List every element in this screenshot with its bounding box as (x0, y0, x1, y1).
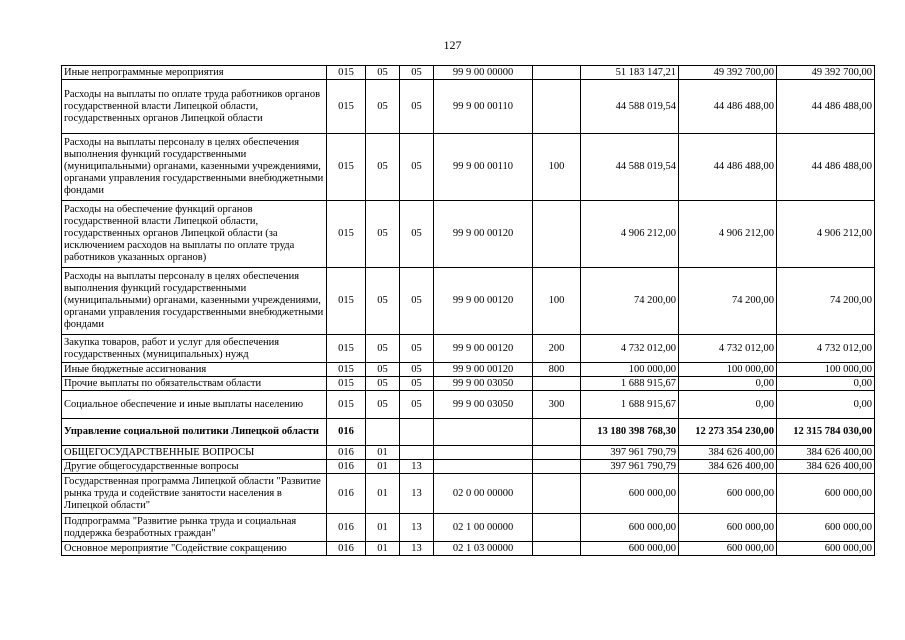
row-ved-code: 016 (327, 474, 366, 514)
row-subsection-code: 05 (400, 134, 434, 201)
row-section-code: 05 (366, 391, 400, 419)
row-sum-year-3: 384 626 400,00 (777, 460, 875, 474)
table-row (62, 66, 875, 80)
row-sum-year-1: 51 183 147,21 (581, 66, 679, 80)
row-ved-code: 015 (327, 268, 366, 335)
row-expense-type-code: 300 (533, 391, 581, 419)
row-sum-year-2: 600 000,00 (679, 542, 777, 556)
row-sum-year-2: 600 000,00 (679, 514, 777, 542)
row-ved-code: 015 (327, 335, 366, 363)
row-name: Другие общегосударственные вопросы (62, 460, 327, 474)
table-row (62, 363, 875, 377)
row-target-article-code: 99 9 00 00110 (434, 134, 533, 201)
row-target-article-code: 99 9 00 00120 (434, 363, 533, 377)
row-sum-year-3: 44 486 488,00 (777, 134, 875, 201)
row-sum-year-3: 4 732 012,00 (777, 335, 875, 363)
row-name: Прочие выплаты по обязательствам области (62, 377, 327, 391)
table-row (62, 201, 875, 268)
row-section-code: 05 (366, 335, 400, 363)
row-ved-code: 016 (327, 446, 366, 460)
row-sum-year-3: 74 200,00 (777, 268, 875, 335)
row-sum-year-2: 44 486 488,00 (679, 134, 777, 201)
row-target-article-code: 99 9 00 00120 (434, 335, 533, 363)
row-sum-year-1: 600 000,00 (581, 542, 679, 556)
row-sum-year-1: 600 000,00 (581, 474, 679, 514)
row-subsection-code: 13 (400, 460, 434, 474)
row-sum-year-2: 49 392 700,00 (679, 66, 777, 80)
row-sum-year-1: 13 180 398 768,30 (581, 419, 679, 446)
row-sum-year-3: 600 000,00 (777, 514, 875, 542)
row-expense-type-code (533, 66, 581, 80)
row-sum-year-3: 12 315 784 030,00 (777, 419, 875, 446)
row-name: Социальное обеспечение и иные выплаты населению (62, 391, 327, 419)
row-target-article-code: 99 9 00 00110 (434, 80, 533, 134)
table-row (62, 268, 875, 335)
row-name: Иные непрограммные мероприятия (62, 66, 327, 80)
row-name: Основное мероприятие "Содействие сокращению (62, 542, 327, 556)
row-target-article-code: 02 1 00 00000 (434, 514, 533, 542)
row-ved-code: 015 (327, 377, 366, 391)
row-name: Расходы на выплаты персоналу в целях обеспечения выполнения функций государственными (муниципальными) органами, казенными учреждениями, органами управления государственными внебюджетными фондами (62, 268, 327, 335)
table-row (62, 134, 875, 201)
row-sum-year-3: 100 000,00 (777, 363, 875, 377)
budget-table (61, 65, 875, 556)
row-ved-code: 015 (327, 201, 366, 268)
row-name: Расходы на выплаты персоналу в целях обеспечения выполнения функций государственными (муниципальными) органами, казенными учреждениями, органами управления государственными внебюджетными фондами (62, 134, 327, 201)
row-ved-code: 015 (327, 80, 366, 134)
row-section-code: 05 (366, 201, 400, 268)
row-sum-year-1: 44 588 019,54 (581, 80, 679, 134)
row-ved-code: 015 (327, 391, 366, 419)
table-row (62, 460, 875, 474)
row-sum-year-3: 49 392 700,00 (777, 66, 875, 80)
row-section-code (366, 419, 400, 446)
row-name: Государственная программа Липецкой области "Развитие рынка труда и содействие занятости населения в Липецкой области" (62, 474, 327, 514)
row-sum-year-1: 1 688 915,67 (581, 391, 679, 419)
row-sum-year-1: 397 961 790,79 (581, 460, 679, 474)
row-expense-type-code (533, 460, 581, 474)
row-section-code: 05 (366, 377, 400, 391)
row-section-code: 01 (366, 474, 400, 514)
row-sum-year-2: 100 000,00 (679, 363, 777, 377)
row-section-code: 05 (366, 363, 400, 377)
row-expense-type-code: 100 (533, 268, 581, 335)
row-subsection-code: 13 (400, 542, 434, 556)
row-sum-year-3: 0,00 (777, 391, 875, 419)
row-ved-code: 016 (327, 542, 366, 556)
row-expense-type-code: 200 (533, 335, 581, 363)
row-sum-year-2: 4 906 212,00 (679, 201, 777, 268)
row-expense-type-code: 100 (533, 134, 581, 201)
row-subsection-code: 05 (400, 66, 434, 80)
row-section-code: 01 (366, 460, 400, 474)
table-row (62, 377, 875, 391)
row-sum-year-1: 4 732 012,00 (581, 335, 679, 363)
row-sum-year-3: 600 000,00 (777, 474, 875, 514)
row-section-code: 05 (366, 66, 400, 80)
row-subsection-code: 05 (400, 363, 434, 377)
row-expense-type-code (533, 542, 581, 556)
row-sum-year-2: 12 273 354 230,00 (679, 419, 777, 446)
row-section-code: 05 (366, 80, 400, 134)
row-ved-code: 016 (327, 460, 366, 474)
row-name: ОБЩЕГОСУДАРСТВЕННЫЕ ВОПРОСЫ (62, 446, 327, 460)
row-section-code: 01 (366, 514, 400, 542)
table-row (62, 335, 875, 363)
row-sum-year-1: 600 000,00 (581, 514, 679, 542)
row-ved-code: 015 (327, 363, 366, 377)
row-name: Расходы на выплаты по оплате труда работников органов государственной власти Липецкой области, государственных органов Липецкой области (62, 80, 327, 134)
row-section-code: 01 (366, 446, 400, 460)
row-sum-year-2: 44 486 488,00 (679, 80, 777, 134)
row-target-article-code: 99 9 00 00120 (434, 201, 533, 268)
row-sum-year-1: 397 961 790,79 (581, 446, 679, 460)
row-expense-type-code: 800 (533, 363, 581, 377)
row-expense-type-code (533, 419, 581, 446)
row-name: Иные бюджетные ассигнования (62, 363, 327, 377)
row-expense-type-code (533, 446, 581, 460)
row-expense-type-code (533, 377, 581, 391)
row-ved-code: 016 (327, 514, 366, 542)
row-sum-year-3: 0,00 (777, 377, 875, 391)
row-subsection-code: 05 (400, 335, 434, 363)
table-row (62, 514, 875, 542)
row-target-article-code: 99 9 00 03050 (434, 391, 533, 419)
row-target-article-code: 02 1 03 00000 (434, 542, 533, 556)
row-subsection-code (400, 446, 434, 460)
row-subsection-code: 05 (400, 80, 434, 134)
row-target-article-code: 02 0 00 00000 (434, 474, 533, 514)
table-row (62, 542, 875, 556)
row-sum-year-3: 4 906 212,00 (777, 201, 875, 268)
row-sum-year-3: 384 626 400,00 (777, 446, 875, 460)
row-sum-year-1: 100 000,00 (581, 363, 679, 377)
row-sum-year-3: 600 000,00 (777, 542, 875, 556)
table-row (62, 391, 875, 419)
row-sum-year-1: 44 588 019,54 (581, 134, 679, 201)
row-subsection-code: 05 (400, 377, 434, 391)
row-sum-year-3: 44 486 488,00 (777, 80, 875, 134)
row-section-code: 05 (366, 134, 400, 201)
row-target-article-code: 99 9 00 03050 (434, 377, 533, 391)
page-number: 127 (443, 38, 462, 52)
row-section-code: 01 (366, 542, 400, 556)
row-target-article-code (434, 419, 533, 446)
row-expense-type-code (533, 514, 581, 542)
table-row (62, 446, 875, 460)
row-sum-year-2: 0,00 (679, 391, 777, 419)
row-sum-year-2: 384 626 400,00 (679, 446, 777, 460)
row-ved-code: 015 (327, 134, 366, 201)
row-ved-code: 016 (327, 419, 366, 446)
row-subsection-code (400, 419, 434, 446)
row-sum-year-2: 4 732 012,00 (679, 335, 777, 363)
row-sum-year-2: 0,00 (679, 377, 777, 391)
row-name: Расходы на обеспечение функций органов государственной власти Липецкой области, государственных органов Липецкой области (за исключением расходов на выплаты по оплате труда работников указанных органов) (62, 201, 327, 268)
row-name: Управление социальной политики Липецкой области (62, 419, 327, 446)
row-subsection-code: 13 (400, 514, 434, 542)
row-subsection-code: 05 (400, 391, 434, 419)
row-expense-type-code (533, 201, 581, 268)
row-subsection-code: 05 (400, 201, 434, 268)
row-name: Закупка товаров, работ и услуг для обеспечения государственных (муниципальных) нужд (62, 335, 327, 363)
row-expense-type-code (533, 474, 581, 514)
row-target-article-code (434, 446, 533, 460)
row-sum-year-1: 1 688 915,67 (581, 377, 679, 391)
row-sum-year-2: 74 200,00 (679, 268, 777, 335)
row-target-article-code (434, 460, 533, 474)
table-row (62, 474, 875, 514)
row-expense-type-code (533, 80, 581, 134)
table-row (62, 419, 875, 446)
row-sum-year-2: 384 626 400,00 (679, 460, 777, 474)
row-sum-year-2: 600 000,00 (679, 474, 777, 514)
row-section-code: 05 (366, 268, 400, 335)
row-target-article-code: 99 9 00 00000 (434, 66, 533, 80)
row-sum-year-1: 74 200,00 (581, 268, 679, 335)
row-name: Подпрограмма "Развитие рынка труда и социальная поддержка безработных граждан" (62, 514, 327, 542)
table-row (62, 80, 875, 134)
row-subsection-code: 05 (400, 268, 434, 335)
row-subsection-code: 13 (400, 474, 434, 514)
row-target-article-code: 99 9 00 00120 (434, 268, 533, 335)
row-sum-year-1: 4 906 212,00 (581, 201, 679, 268)
row-ved-code: 015 (327, 66, 366, 80)
